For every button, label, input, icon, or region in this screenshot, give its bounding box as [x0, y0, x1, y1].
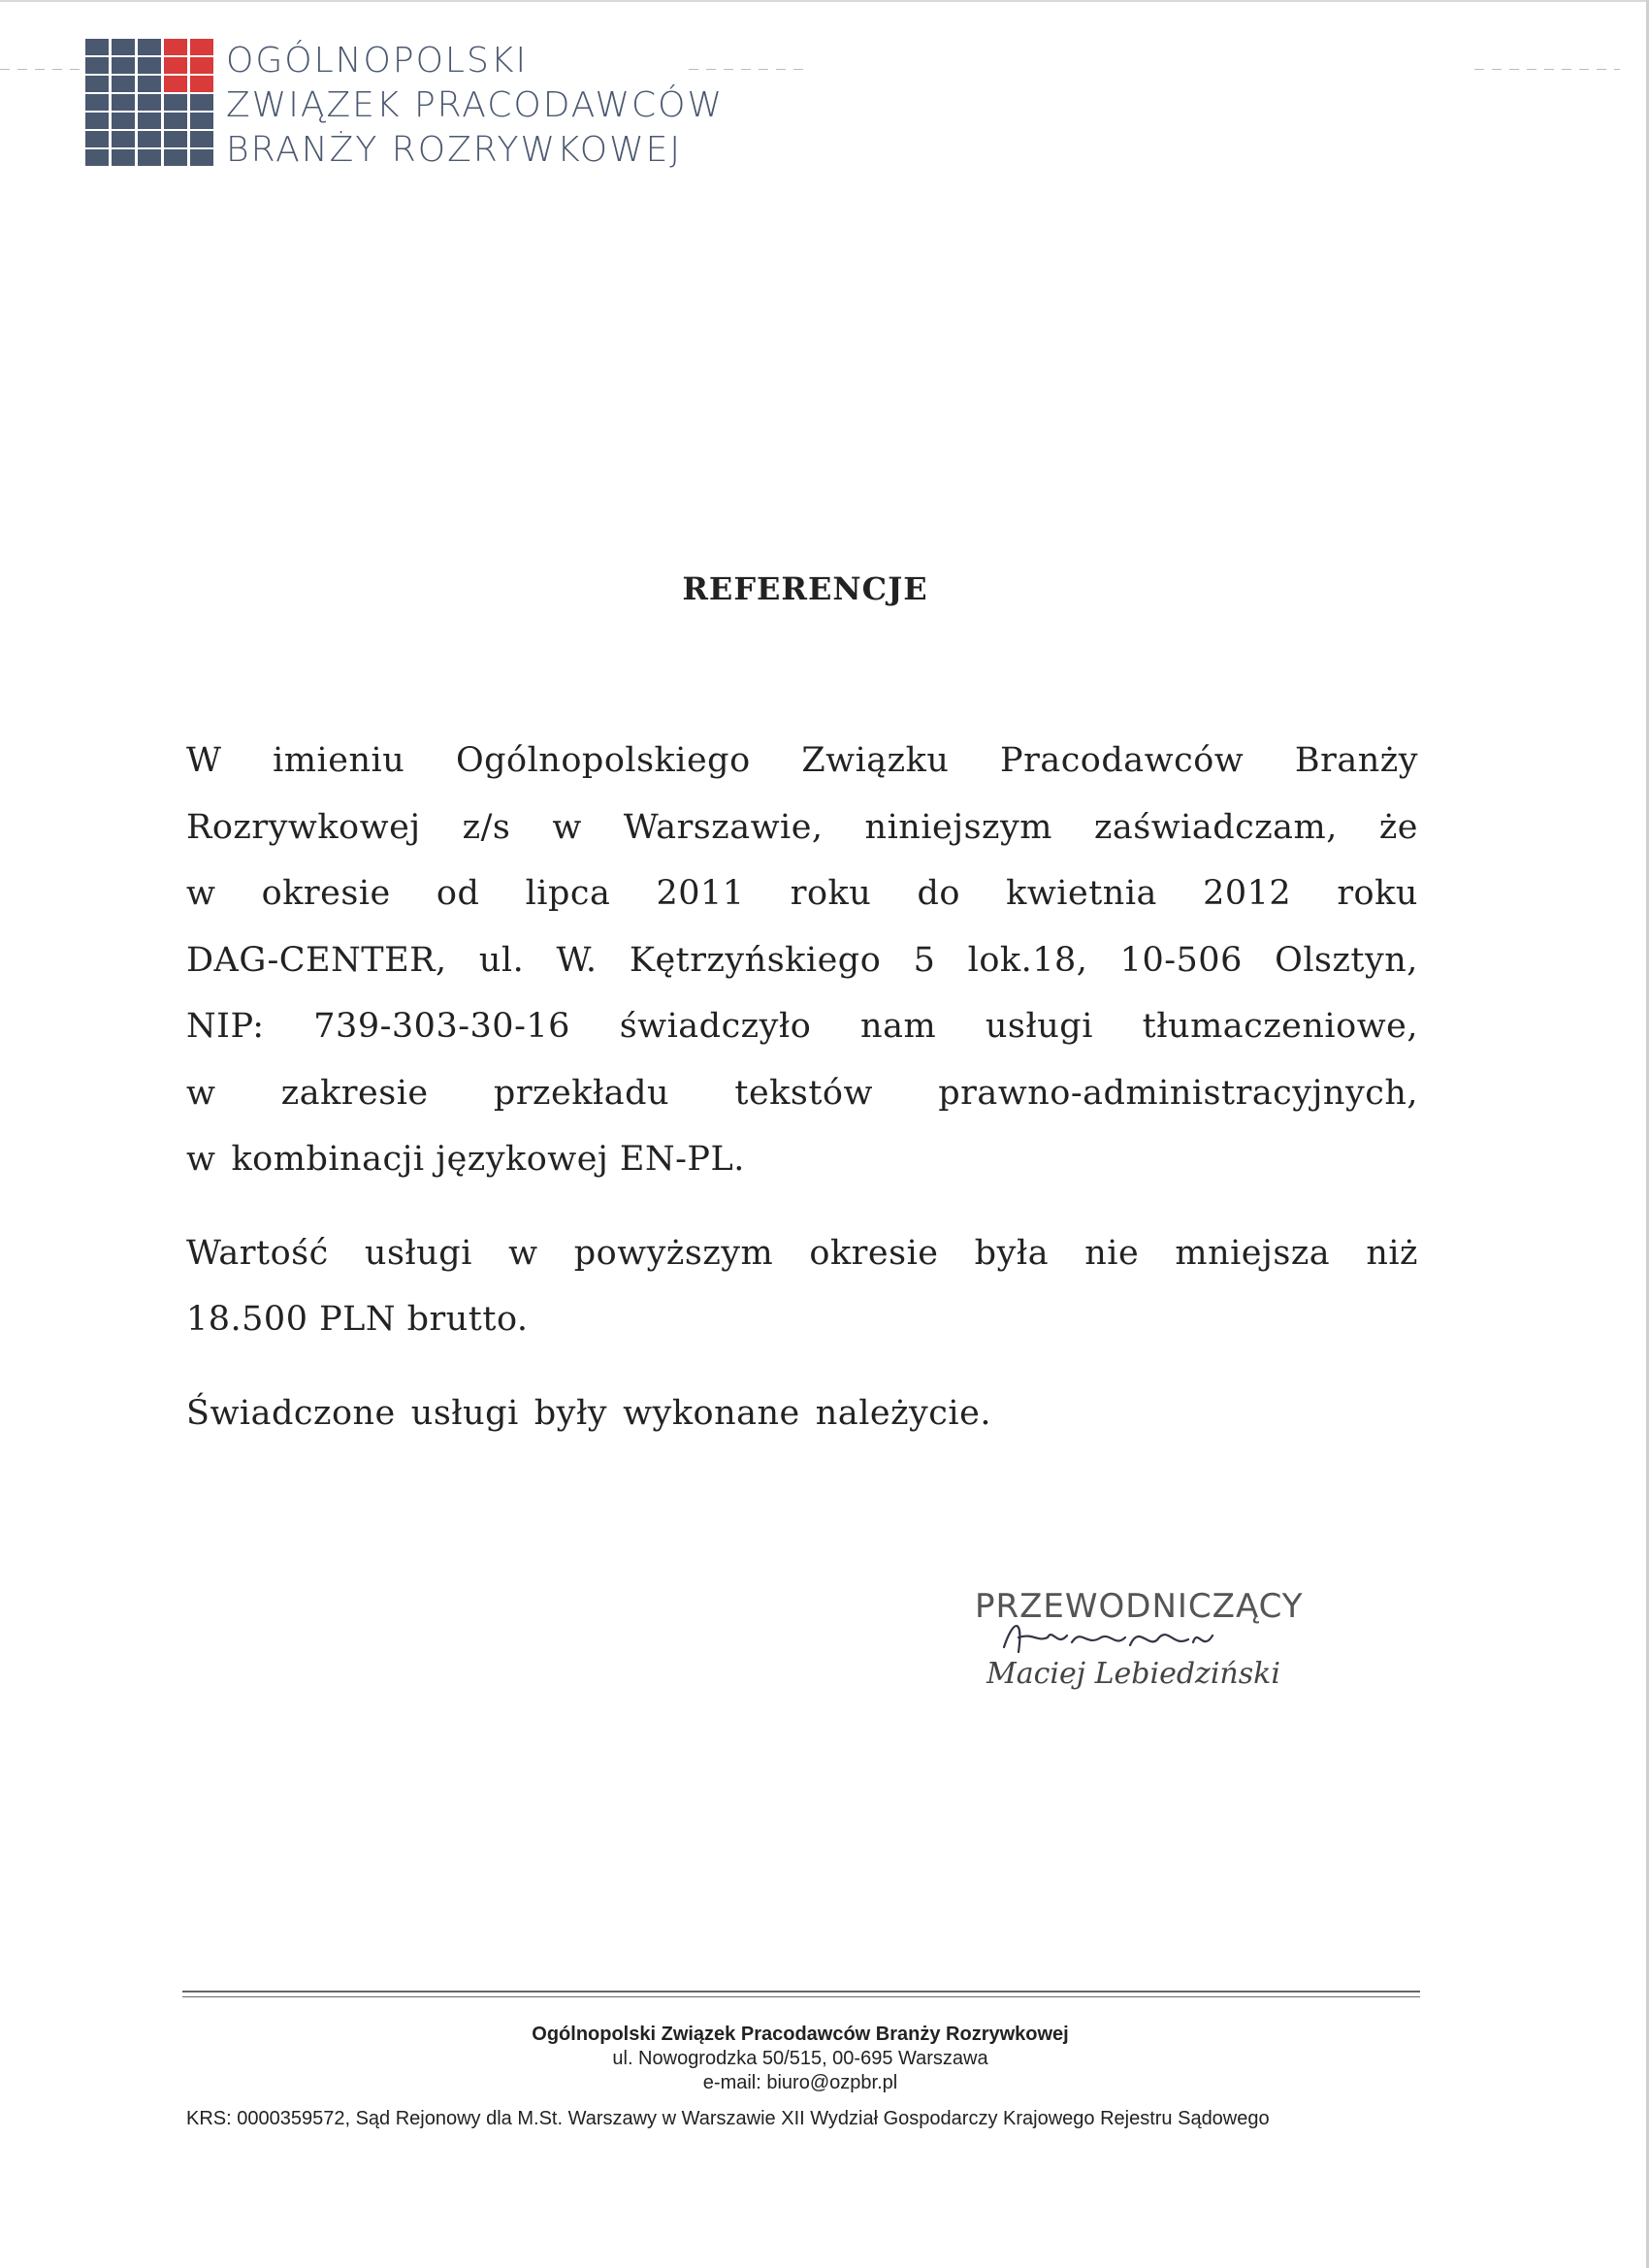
word: wykonane: [623, 1393, 800, 1433]
signatory-name: Maciej Lebiedziński: [986, 1657, 1280, 1691]
paragraph: [186, 728, 1418, 1193]
word: okresie: [261, 874, 391, 913]
text-line: [186, 1060, 1418, 1127]
word: lipca: [525, 874, 611, 913]
word: 2011: [656, 874, 745, 913]
text-line: [186, 728, 1418, 794]
footer-divider: [182, 1996, 1420, 1997]
logo-cell: [164, 113, 187, 129]
logo-cell: [138, 149, 161, 166]
word: roku: [790, 874, 872, 913]
word: że: [1378, 807, 1418, 847]
logo-cell: [164, 39, 187, 55]
logo-cell: [112, 39, 135, 55]
word: W.: [556, 940, 598, 980]
logo-cell: [85, 39, 109, 55]
word: w: [508, 1233, 538, 1273]
word: nie: [1084, 1233, 1140, 1273]
word: należycie.: [815, 1393, 991, 1433]
logo-cell: [85, 76, 109, 92]
footer-address: ul. Nowogrodzka 50/515, 00-695 Warszawa: [612, 2048, 988, 2069]
word: DAG-CENTER,: [186, 940, 447, 980]
logo-cell: [112, 94, 135, 111]
logo-text: [226, 39, 724, 173]
logo-cell: [164, 94, 187, 111]
word: tłumaczeniowe,: [1142, 1007, 1418, 1046]
logo-line-2: ZWIĄZEK PRACODAWCÓW: [226, 85, 725, 125]
word: imieniu: [273, 741, 405, 780]
word: Olsztyn,: [1275, 940, 1418, 980]
word: świadczyło: [619, 1007, 812, 1046]
organization-logo: [85, 39, 1443, 175]
logo-cell: [164, 149, 187, 166]
footer: [0, 2023, 1600, 2129]
word: Kętrzyńskiego: [629, 940, 882, 980]
text-line: [186, 794, 1418, 861]
word: niż: [1366, 1233, 1418, 1273]
word: przekładu: [493, 1073, 670, 1113]
text-line: [186, 927, 1418, 994]
text-line: [186, 1286, 1418, 1353]
text-line: [186, 1126, 1418, 1193]
logo-cell: [138, 57, 161, 74]
word: z/s: [462, 807, 511, 847]
paragraph: [186, 1220, 1418, 1353]
footer-krs: KRS: 0000359572, Sąd Rejonowy dla M.St. Warszawy w Warszawie XII Wydział Gospodarczy Krajowego Rejestru Sądowego: [186, 2108, 1270, 2129]
word: do: [917, 874, 960, 913]
logo-cell: [112, 57, 135, 74]
word: w: [186, 874, 216, 913]
logo-cell: [85, 149, 109, 166]
word: Branży: [1294, 741, 1418, 780]
word: 5: [913, 940, 936, 980]
word: prawno-administracyjnych,: [938, 1073, 1418, 1113]
word: lok.18,: [967, 940, 1088, 980]
logo-cell: [138, 76, 161, 92]
word: Rozrywkowej: [186, 807, 421, 847]
word: tekstów: [734, 1073, 873, 1113]
word: nam: [860, 1007, 937, 1046]
word: usługi: [985, 1007, 1093, 1046]
word: kombinacji językowej EN-PL.: [231, 1140, 745, 1179]
word: w: [186, 1073, 216, 1113]
word: 2012: [1203, 874, 1292, 913]
scan-dash-line: [1474, 69, 1620, 70]
word: powyższym: [573, 1233, 774, 1273]
word: w: [552, 807, 582, 847]
logo-cell: [190, 113, 213, 129]
logo-line-1: OGÓLNOPOLSKI: [226, 41, 529, 81]
word: w: [186, 1140, 216, 1179]
word: usługi: [364, 1233, 472, 1273]
logo-cell: [138, 39, 161, 55]
logo-cell: [190, 57, 213, 74]
word: Związku: [801, 741, 950, 780]
word: 739-303-30-16: [313, 1007, 570, 1046]
word: Pracodawców: [1000, 741, 1245, 780]
text-line: [186, 1380, 1418, 1447]
word: NIP:: [186, 1007, 265, 1046]
word: mniejsza: [1175, 1233, 1331, 1273]
logo-cell: [190, 94, 213, 111]
word: 10-506: [1119, 940, 1243, 980]
text-line: [186, 860, 1418, 927]
word: Warszawie,: [623, 807, 824, 847]
logo-cell: [164, 76, 187, 92]
footer-email: e-mail: biuro@ozpbr.pl: [702, 2072, 898, 2093]
logo-cell: [190, 76, 213, 92]
text-line: [186, 993, 1418, 1060]
word: okresie: [809, 1233, 939, 1273]
logo-cell: [112, 149, 135, 166]
logo-cell: [85, 131, 109, 147]
logo-cell: [190, 131, 213, 147]
logo-cell: [85, 113, 109, 129]
footer-divider: [182, 1991, 1420, 1993]
paragraph: [186, 1380, 1418, 1447]
word: ul.: [478, 940, 525, 980]
word: zaświadczam,: [1093, 807, 1338, 847]
word: 18.500 PLN brutto.: [186, 1300, 529, 1339]
logo-cell: [138, 131, 161, 147]
logo-cell: [85, 94, 109, 111]
signature-stamp-title: PRZEWODNICZĄCY: [975, 1587, 1304, 1626]
word: Ogólnopolskiego: [455, 741, 751, 780]
word: były: [534, 1393, 608, 1433]
logo-cell: [138, 113, 161, 129]
word: roku: [1337, 874, 1418, 913]
document-title: REFERENCJE: [682, 570, 928, 607]
logo-cell: [190, 39, 213, 55]
logo-cell: [164, 57, 187, 74]
signature-block: [975, 1587, 1304, 1696]
word: Wartość: [186, 1233, 329, 1273]
word: była: [974, 1233, 1050, 1273]
footer-organization: Ogólnopolski Związek Pracodawców Branży Rozrywkowej: [532, 2024, 1069, 2045]
logo-cell: [112, 131, 135, 147]
word: Świadczone: [186, 1393, 396, 1433]
word: W: [186, 741, 222, 780]
scan-dash-line: [0, 69, 87, 70]
logo-cell: [112, 76, 135, 92]
letter-body: [186, 728, 1418, 1474]
word: kwietnia: [1006, 874, 1157, 913]
logo-grid-icon: [85, 39, 215, 169]
word: zakresie: [280, 1073, 429, 1113]
scan-edge: [0, 0, 1649, 2]
logo-cell: [164, 131, 187, 147]
logo-line-3: BRANŻY ROZRYWKOWEJ: [226, 130, 683, 170]
word: usługi: [410, 1393, 519, 1433]
logo-cell: [85, 57, 109, 74]
logo-cell: [190, 149, 213, 166]
logo-cell: [112, 113, 135, 129]
logo-cell: [138, 94, 161, 111]
word: niniejszym: [864, 807, 1052, 847]
text-line: [186, 1220, 1418, 1287]
word: od: [436, 874, 480, 913]
